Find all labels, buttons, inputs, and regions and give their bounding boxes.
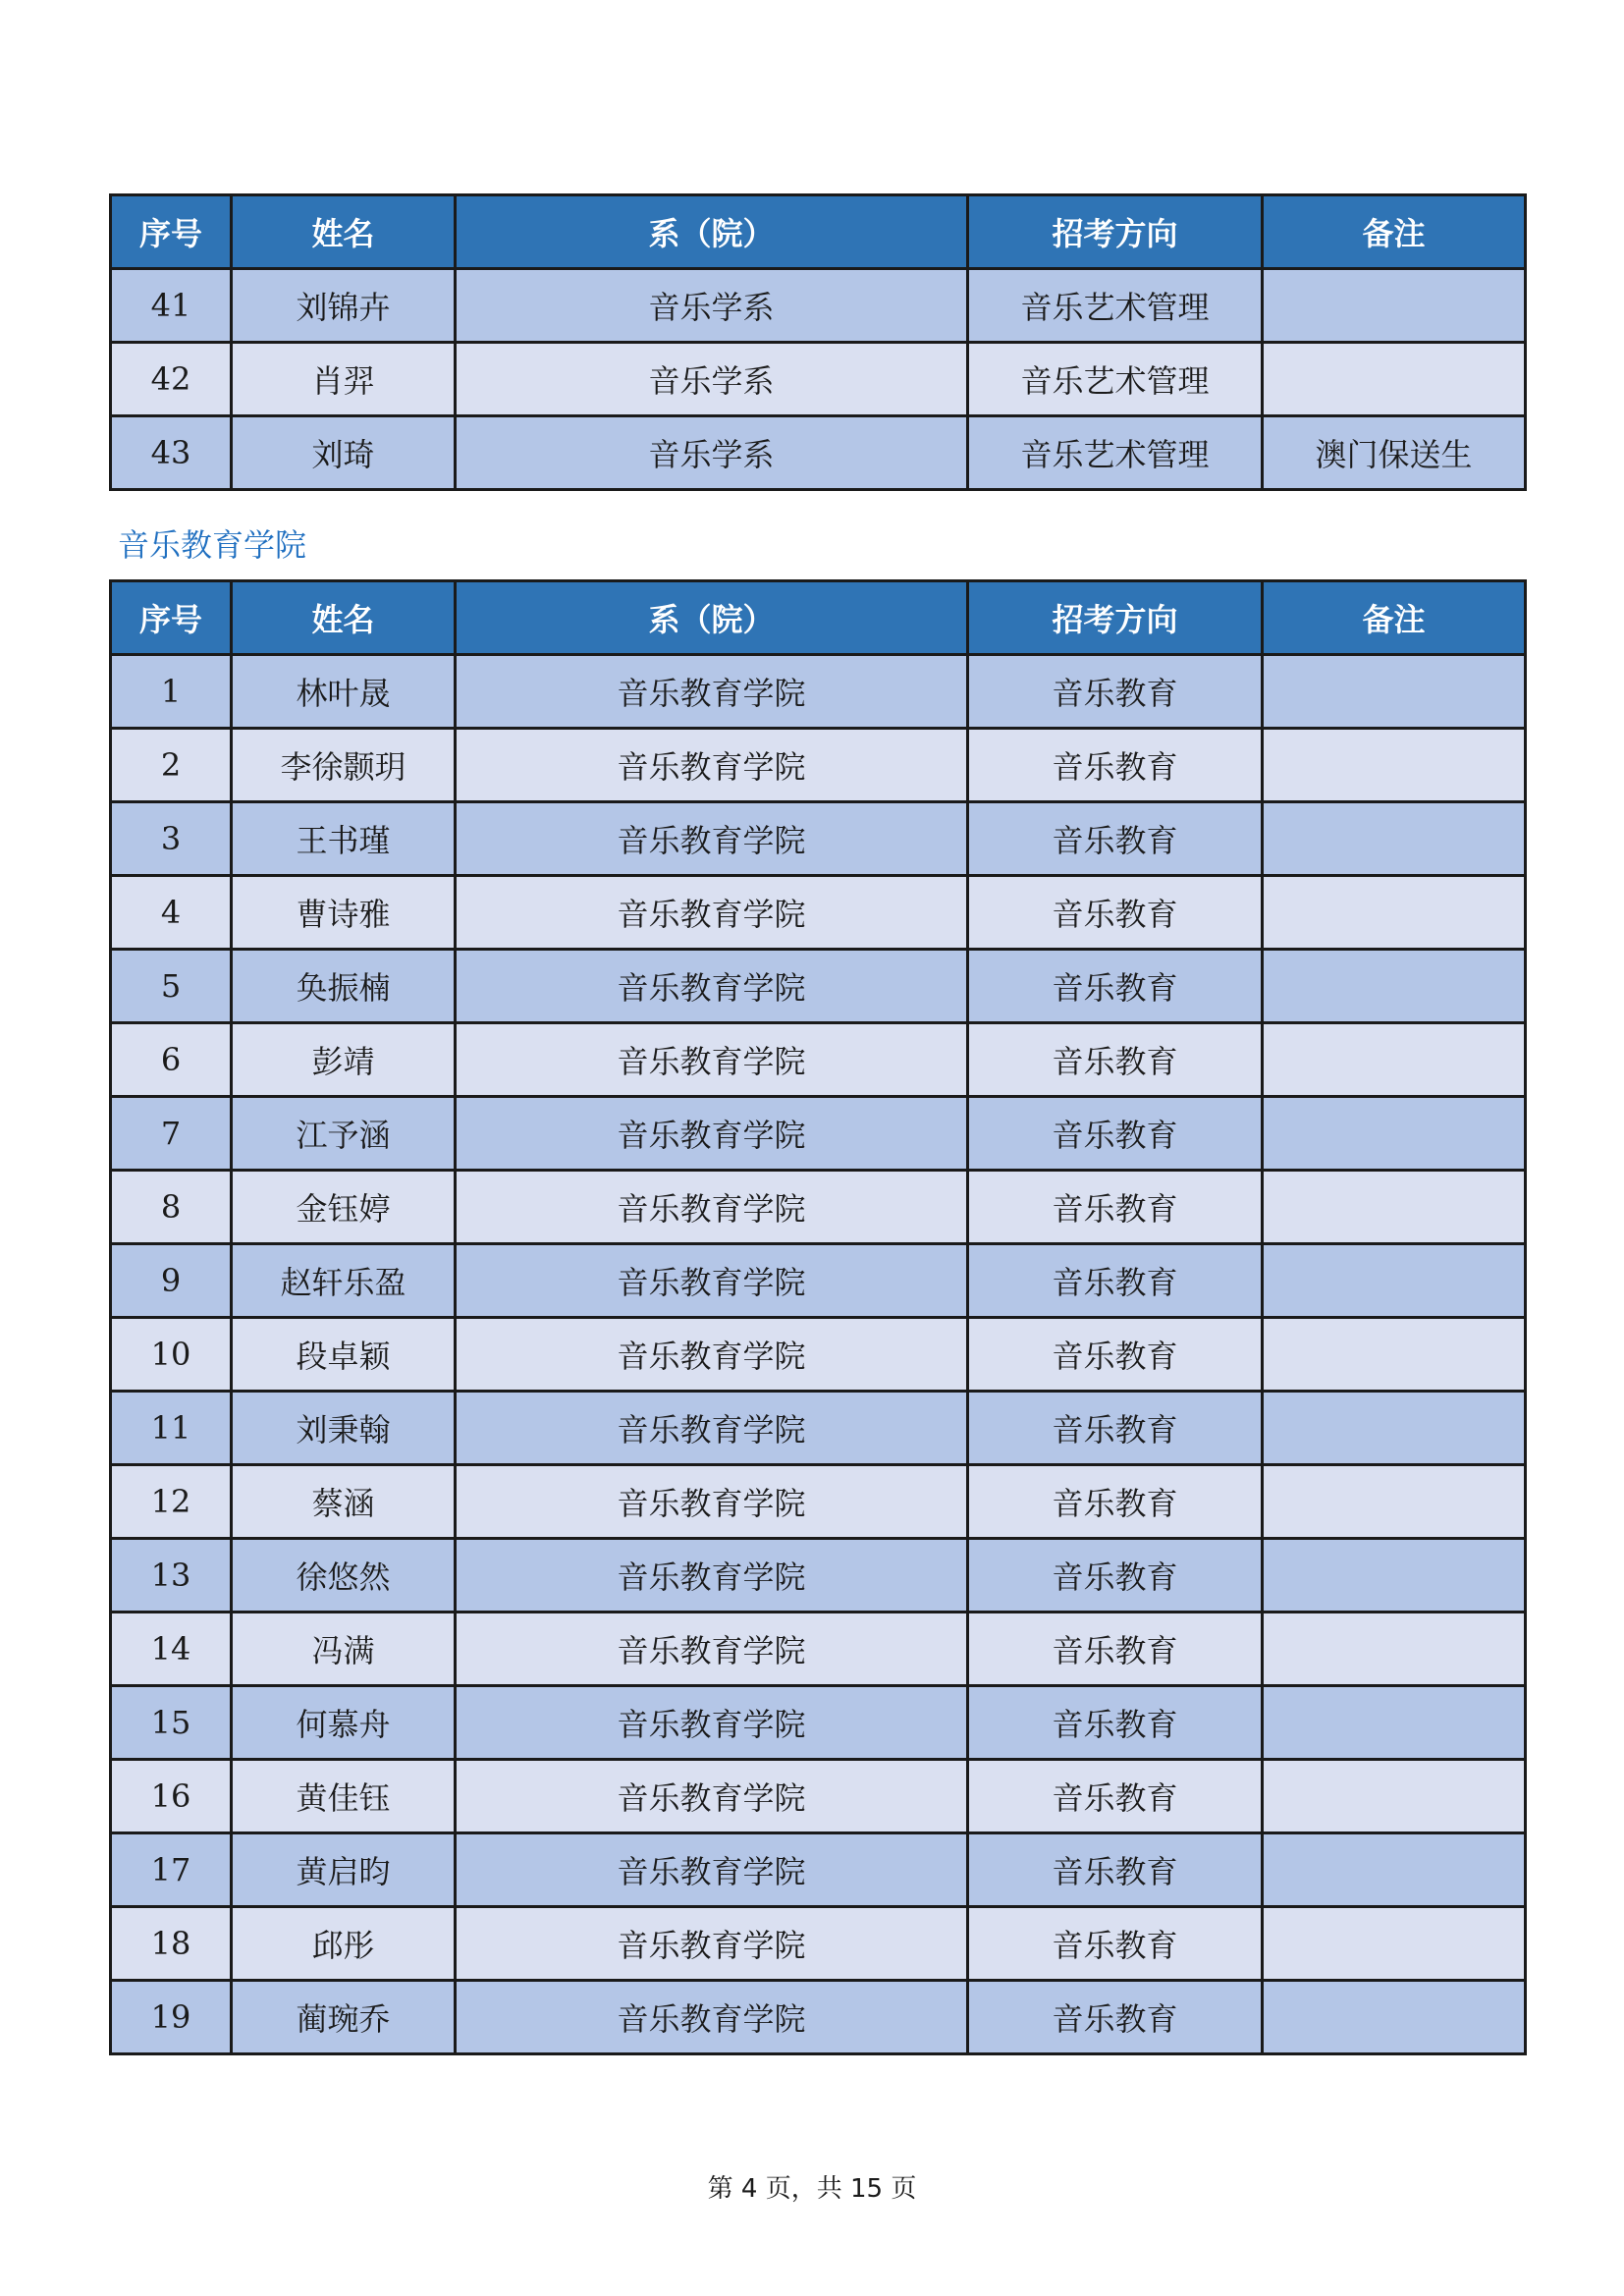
cell-direction: 音乐教育 <box>968 1318 1263 1392</box>
cell-remarks <box>1263 1392 1526 1465</box>
table-row <box>111 343 1526 416</box>
cell-remarks <box>1263 729 1526 802</box>
cell-department: 音乐教育学院 <box>456 1981 968 2054</box>
cell-direction: 音乐教育 <box>968 729 1263 802</box>
cell-number: 12 <box>111 1465 232 1539</box>
cell-remarks <box>1263 1760 1526 1833</box>
cell-name: 黄佳钰 <box>232 1760 456 1833</box>
cell-name: 江予涵 <box>232 1097 456 1171</box>
cell-remarks <box>1263 1686 1526 1760</box>
cell-number: 43 <box>111 416 232 490</box>
table-row <box>111 1907 1526 1981</box>
cell-remarks <box>1263 1318 1526 1392</box>
table-row <box>111 950 1526 1023</box>
cell-department: 音乐教育学院 <box>456 1760 968 1833</box>
cell-department: 音乐教育学院 <box>456 655 968 729</box>
cell-department: 音乐教育学院 <box>456 1833 968 1907</box>
cell-remarks: 澳门保送生 <box>1263 416 1526 490</box>
cell-number: 2 <box>111 729 232 802</box>
cell-direction: 音乐艺术管理 <box>968 343 1263 416</box>
cell-direction: 音乐教育 <box>968 1097 1263 1171</box>
cell-name: 冯满 <box>232 1613 456 1686</box>
cell-number: 8 <box>111 1171 232 1244</box>
cell-number: 5 <box>111 950 232 1023</box>
column-header-department: 系（院） <box>456 195 968 269</box>
cell-remarks <box>1263 1097 1526 1171</box>
cell-name: 刘琦 <box>232 416 456 490</box>
cell-direction: 音乐艺术管理 <box>968 269 1263 343</box>
cell-remarks <box>1263 1833 1526 1907</box>
column-header-direction: 招考方向 <box>968 195 1263 269</box>
cell-number: 41 <box>111 269 232 343</box>
cell-direction: 音乐教育 <box>968 802 1263 876</box>
table-row <box>111 1465 1526 1539</box>
cell-name: 段卓颖 <box>232 1318 456 1392</box>
table-row <box>111 802 1526 876</box>
cell-number: 14 <box>111 1613 232 1686</box>
table-row <box>111 1613 1526 1686</box>
cell-direction: 音乐教育 <box>968 1465 1263 1539</box>
cell-department: 音乐教育学院 <box>456 950 968 1023</box>
table-row <box>111 1023 1526 1097</box>
table-header-row <box>111 195 1526 269</box>
cell-remarks <box>1263 1613 1526 1686</box>
cell-direction: 音乐教育 <box>968 655 1263 729</box>
cell-name: 金钰婷 <box>232 1171 456 1244</box>
cell-name: 赵轩乐盈 <box>232 1244 456 1318</box>
cell-department: 音乐学系 <box>456 416 968 490</box>
column-header-department: 系（院） <box>456 581 968 655</box>
cell-number: 1 <box>111 655 232 729</box>
column-header-name: 姓名 <box>232 581 456 655</box>
cell-department: 音乐教育学院 <box>456 1686 968 1760</box>
column-header-remarks: 备注 <box>1263 195 1526 269</box>
cell-direction: 音乐教育 <box>968 1392 1263 1465</box>
cell-number: 6 <box>111 1023 232 1097</box>
cell-name: 蔺琬乔 <box>232 1981 456 2054</box>
column-header-direction: 招考方向 <box>968 581 1263 655</box>
cell-department: 音乐教育学院 <box>456 1613 968 1686</box>
table-row <box>111 269 1526 343</box>
cell-department: 音乐教育学院 <box>456 1539 968 1613</box>
cell-direction: 音乐艺术管理 <box>968 416 1263 490</box>
cell-number: 9 <box>111 1244 232 1318</box>
cell-direction: 音乐教育 <box>968 1907 1263 1981</box>
table-row <box>111 729 1526 802</box>
cell-department: 音乐教育学院 <box>456 1244 968 1318</box>
cell-department: 音乐教育学院 <box>456 729 968 802</box>
table-row <box>111 1244 1526 1318</box>
table-row <box>111 1392 1526 1465</box>
cell-name: 黄启昀 <box>232 1833 456 1907</box>
cell-direction: 音乐教育 <box>968 1613 1263 1686</box>
cell-remarks <box>1263 950 1526 1023</box>
cell-remarks <box>1263 655 1526 729</box>
table-row <box>111 1981 1526 2054</box>
cell-remarks <box>1263 1244 1526 1318</box>
cell-remarks <box>1263 876 1526 950</box>
table-row <box>111 1318 1526 1392</box>
table-row <box>111 1833 1526 1907</box>
page-footer: 第 4 页，共 15 页 <box>707 2174 917 2204</box>
cell-direction: 音乐教育 <box>968 1171 1263 1244</box>
cell-direction: 音乐教育 <box>968 1023 1263 1097</box>
cell-name: 肖羿 <box>232 343 456 416</box>
cell-remarks <box>1263 1981 1526 2054</box>
cell-remarks <box>1263 343 1526 416</box>
cell-name: 刘秉翰 <box>232 1392 456 1465</box>
cell-department: 音乐学系 <box>456 269 968 343</box>
cell-number: 15 <box>111 1686 232 1760</box>
cell-number: 18 <box>111 1907 232 1981</box>
cell-direction: 音乐教育 <box>968 1833 1263 1907</box>
cell-name: 邱彤 <box>232 1907 456 1981</box>
cell-remarks <box>1263 1907 1526 1981</box>
cell-direction: 音乐教育 <box>968 876 1263 950</box>
cell-remarks <box>1263 1023 1526 1097</box>
table-row <box>111 1097 1526 1171</box>
cell-name: 彭靖 <box>232 1023 456 1097</box>
table-row <box>111 1171 1526 1244</box>
cell-department: 音乐教育学院 <box>456 876 968 950</box>
cell-name: 林叶晟 <box>232 655 456 729</box>
cell-department: 音乐教育学院 <box>456 1392 968 1465</box>
cell-department: 音乐学系 <box>456 343 968 416</box>
cell-department: 音乐教育学院 <box>456 1318 968 1392</box>
cell-direction: 音乐教育 <box>968 1686 1263 1760</box>
cell-name: 奂振楠 <box>232 950 456 1023</box>
cell-name: 徐悠然 <box>232 1539 456 1613</box>
table-row <box>111 1760 1526 1833</box>
cell-remarks <box>1263 1171 1526 1244</box>
cell-remarks <box>1263 1539 1526 1613</box>
column-header-name: 姓名 <box>232 195 456 269</box>
cell-number: 16 <box>111 1760 232 1833</box>
column-header-remarks: 备注 <box>1263 581 1526 655</box>
roster-table-music-education <box>109 579 1527 2055</box>
cell-department: 音乐教育学院 <box>456 1907 968 1981</box>
cell-department: 音乐教育学院 <box>456 802 968 876</box>
cell-remarks <box>1263 269 1526 343</box>
cell-name: 王书瑾 <box>232 802 456 876</box>
cell-remarks <box>1263 1465 1526 1539</box>
cell-name: 曹诗雅 <box>232 876 456 950</box>
cell-number: 17 <box>111 1833 232 1907</box>
table-header-row <box>111 581 1526 655</box>
table-row <box>111 1539 1526 1613</box>
cell-direction: 音乐教育 <box>968 1981 1263 2054</box>
cell-direction: 音乐教育 <box>968 1244 1263 1318</box>
cell-direction: 音乐教育 <box>968 1760 1263 1833</box>
cell-number: 3 <box>111 802 232 876</box>
cell-name: 刘锦卉 <box>232 269 456 343</box>
cell-number: 13 <box>111 1539 232 1613</box>
cell-department: 音乐教育学院 <box>456 1097 968 1171</box>
cell-name: 何慕舟 <box>232 1686 456 1760</box>
table-row <box>111 655 1526 729</box>
roster-table-music-studies <box>109 193 1527 491</box>
cell-number: 42 <box>111 343 232 416</box>
cell-number: 7 <box>111 1097 232 1171</box>
table-row <box>111 1686 1526 1760</box>
cell-name: 李徐颢玥 <box>232 729 456 802</box>
cell-remarks <box>1263 802 1526 876</box>
cell-number: 11 <box>111 1392 232 1465</box>
column-header-number: 序号 <box>111 581 232 655</box>
cell-department: 音乐教育学院 <box>456 1465 968 1539</box>
table-row <box>111 876 1526 950</box>
cell-department: 音乐教育学院 <box>456 1171 968 1244</box>
cell-number: 10 <box>111 1318 232 1392</box>
column-header-number: 序号 <box>111 195 232 269</box>
cell-direction: 音乐教育 <box>968 950 1263 1023</box>
cell-name: 蔡涵 <box>232 1465 456 1539</box>
cell-department: 音乐教育学院 <box>456 1023 968 1097</box>
section-heading: 音乐教育学院 <box>118 526 307 564</box>
cell-number: 4 <box>111 876 232 950</box>
cell-number: 19 <box>111 1981 232 2054</box>
cell-direction: 音乐教育 <box>968 1539 1263 1613</box>
table-row <box>111 416 1526 490</box>
